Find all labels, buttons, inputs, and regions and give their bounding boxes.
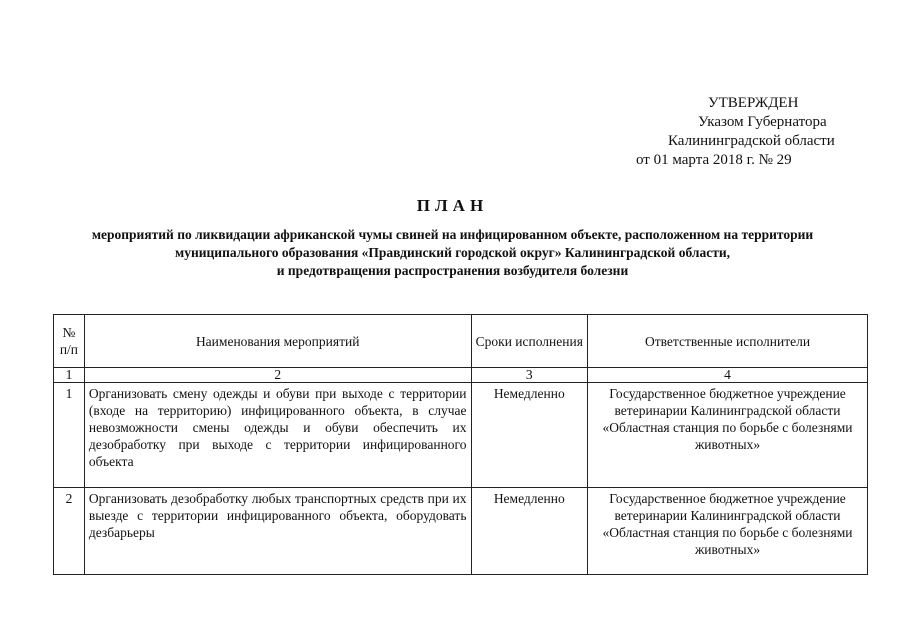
table-row <box>54 383 868 488</box>
plan-table <box>53 314 868 575</box>
row-measure: Организовать дезобработку любых транспортных средств при их выезде с территории инфицированного объекта, оборудовать дезбарьеры <box>84 488 471 575</box>
row-term: Немедленно <box>471 488 588 575</box>
column-number: 1 <box>54 368 85 383</box>
subtitle-line-3: и предотвращения распространения возбудителя болезни <box>276 263 629 278</box>
row-num: 1 <box>54 383 85 488</box>
table-header-row <box>54 315 868 368</box>
header-name: Наименования мероприятий <box>84 315 471 368</box>
plan-title: ПЛАН <box>416 196 489 215</box>
header-term: Сроки исполнения <box>471 315 588 368</box>
row-measure: Организовать смену одежды и обуви при выходе с территории (входе на территорию) инфицированного объекта, в случае невозможности смены одежды и обуви обеспечить их дезобработку при выходе с территории инфицированного объекта <box>84 383 471 488</box>
approval-block <box>600 94 840 170</box>
subtitle-line-1: мероприятий по ликвидации африканской чумы свиней на инфицированном объекте, расположенном на территории <box>91 227 814 242</box>
column-number: 3 <box>471 368 588 383</box>
approval-line-approved: УТВЕРЖДЕН <box>708 95 799 111</box>
approval-line-date-number: от 01 марта 2018 г. № 29 <box>636 152 792 168</box>
row-term: Немедленно <box>471 383 588 488</box>
subtitle-line-2: муниципального образования «Правдинский городской округ» Калининградской области, <box>175 245 730 260</box>
approval-line-region: Калининградской области <box>668 133 835 149</box>
approval-line-decree: Указом Губернатора <box>698 114 827 130</box>
row-responsible: Государственное бюджетное учреждение ветеринарии Калининградской области «Областная станция по борьбе с болезнями животных» <box>588 488 868 575</box>
column-number: 2 <box>84 368 471 383</box>
row-num: 2 <box>54 488 85 575</box>
header-resp: Ответственные исполнители <box>588 315 868 368</box>
table-row <box>54 488 868 575</box>
header-num: № п/п <box>54 315 85 368</box>
row-responsible: Государственное бюджетное учреждение ветеринарии Калининградской области «Областная станция по борьбе с болезнями животных» <box>588 383 868 488</box>
column-number: 4 <box>588 368 868 383</box>
plan-subtitle <box>30 226 875 280</box>
column-number-row <box>54 368 868 383</box>
